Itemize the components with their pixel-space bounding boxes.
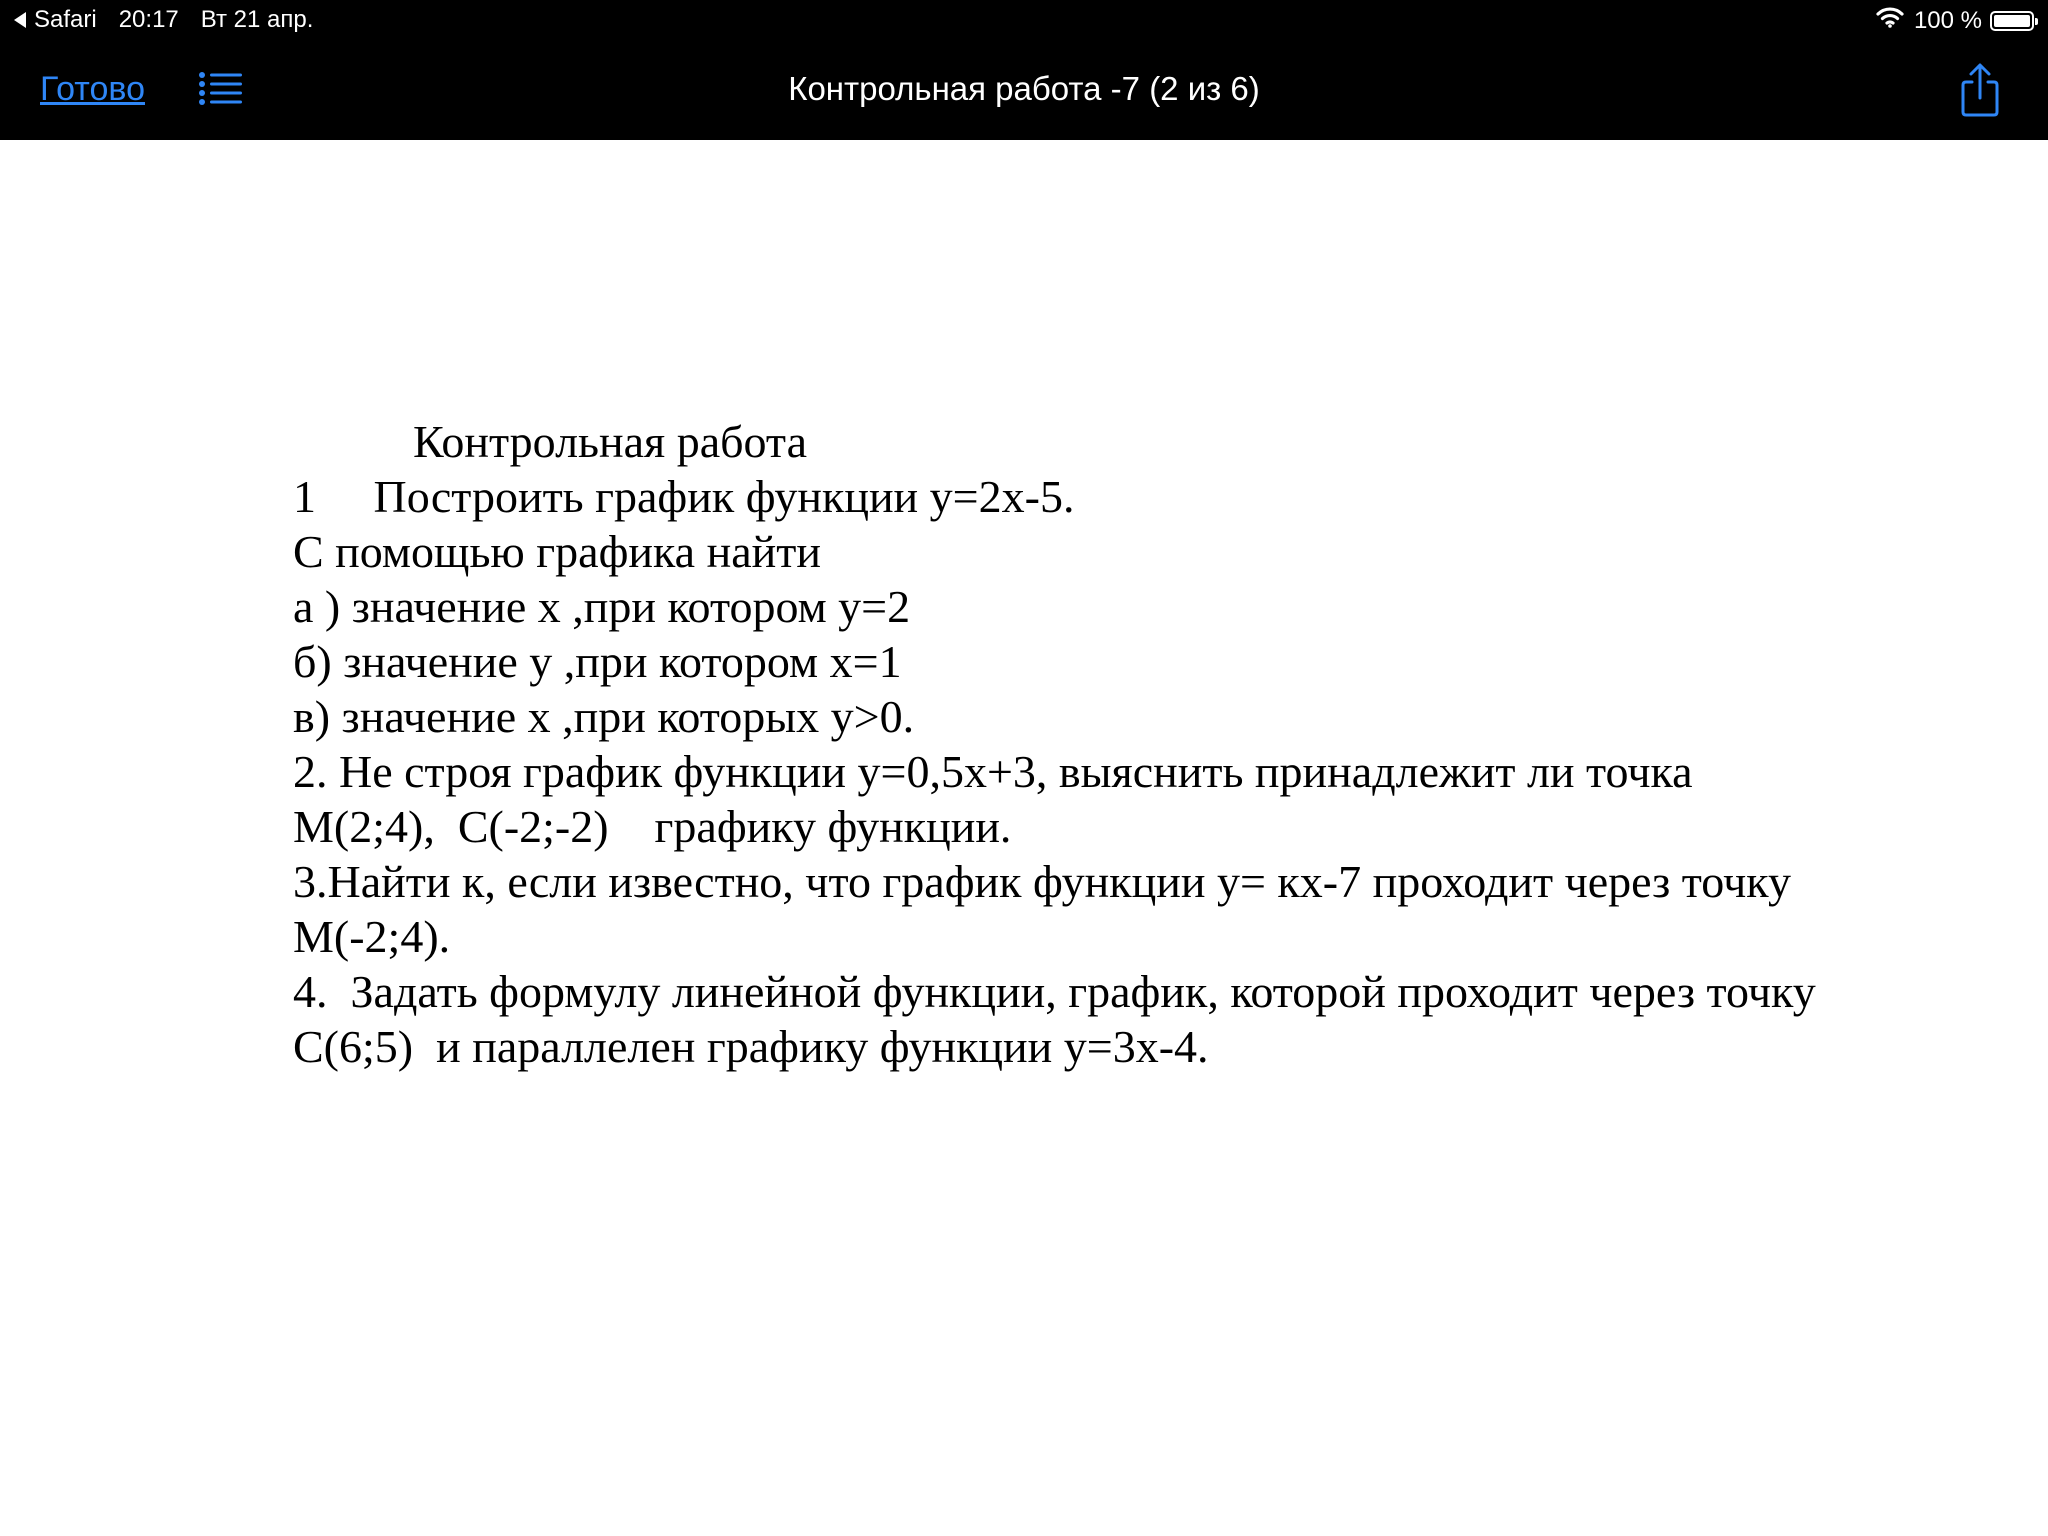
document-line: М(-2;4).: [293, 911, 451, 962]
document-line: С(6;5) и параллелен графику функции у=3х-4.: [293, 1021, 1209, 1072]
status-right: [1876, 6, 2034, 35]
list-icon[interactable]: [198, 70, 244, 108]
document-line: 4. Задать формулу линейной функции, график, которой проходит через точку: [293, 966, 1816, 1017]
share-icon[interactable]: [1958, 62, 2002, 118]
document-line: 1 Построить график функции y=2x-5.: [293, 471, 1075, 522]
back-app-label: Safari: [34, 6, 97, 33]
nav-bar: [0, 38, 2048, 140]
document-line: 3.Найти к, если известно, что график функции у= кх-7 проходит через точку: [293, 856, 1791, 907]
document-title: Контрольная работа -7 (2 из 6): [788, 70, 1260, 107]
document-page: [0, 140, 2048, 1536]
status-date: Вт 21 апр.: [200, 6, 314, 33]
status-bar: [0, 0, 2048, 38]
battery-icon: [1990, 11, 2034, 31]
status-time: 20:17: [118, 6, 179, 33]
wifi-icon: [1876, 6, 1904, 35]
document-line: а ) значение х ,при котором у=2: [293, 581, 911, 632]
document-line: С помощью графика найти: [293, 526, 821, 577]
document-line: в) значение х ,при которых у>0.: [293, 691, 915, 742]
document-line: М(2;4), С(-2;-2) графику функции.: [293, 801, 1012, 852]
back-to-app[interactable]: [14, 6, 313, 34]
document-line: б) значение у ,при котором х=1: [293, 636, 902, 687]
battery-tip: [2035, 18, 2038, 25]
document-heading: Контрольная работа: [413, 416, 807, 467]
battery-fill: [1994, 15, 2030, 27]
done-button[interactable]: Готово: [40, 70, 145, 108]
document-text: [293, 414, 1943, 1074]
document-line: 2. Не строя график функции у=0,5х+3, выяснить принадлежит ли точка: [293, 746, 1693, 797]
back-arrow-icon: [14, 12, 26, 28]
battery-percent: 100 %: [1913, 6, 1982, 34]
